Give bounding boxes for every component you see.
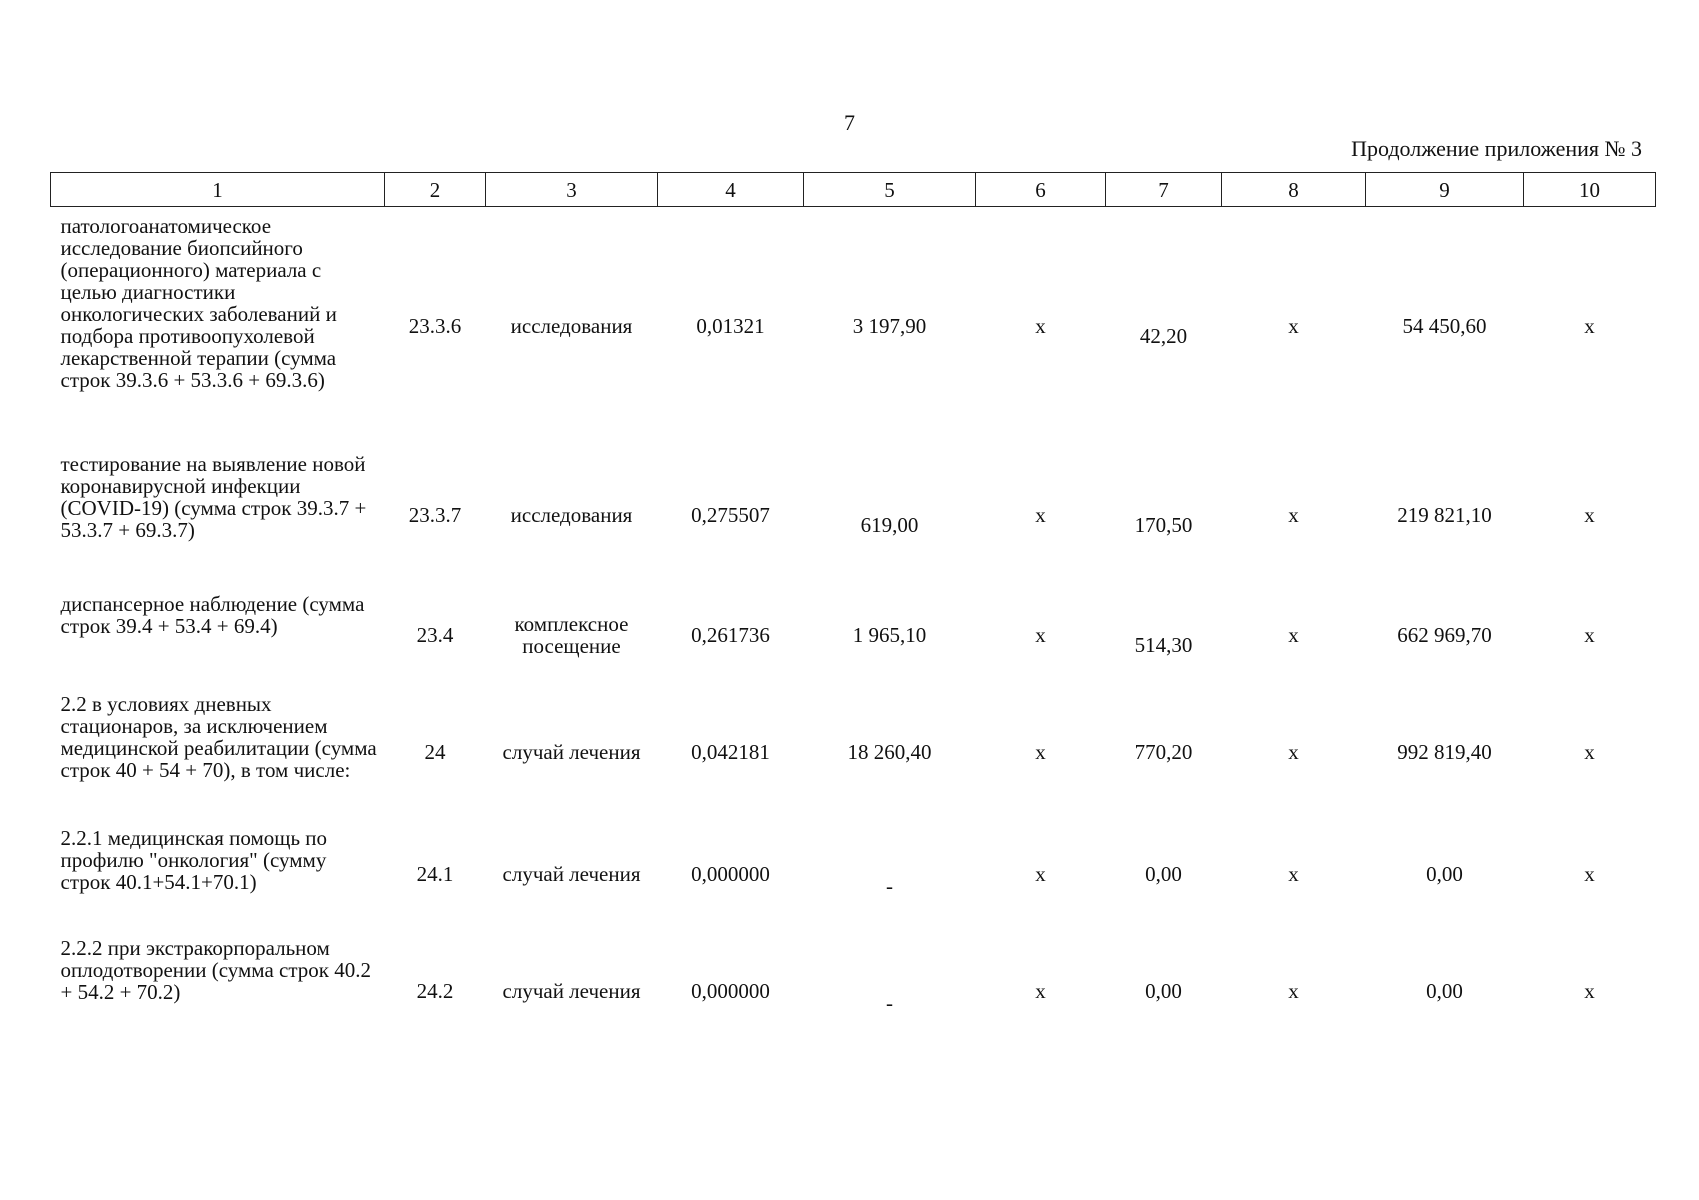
row-col5-cell: 3 197,90 — [852, 314, 927, 338]
row-col6-cell: x — [1035, 503, 1046, 527]
row-col5-value: - — [886, 991, 893, 1015]
row-col4-cell: 0,01321 — [696, 314, 765, 338]
row-code-cell: 23.3.7 — [408, 503, 462, 527]
row-col4-cell: 0,261736 — [691, 623, 770, 647]
table-row — [51, 445, 1656, 585]
row-col7-value: 514,30 — [1134, 633, 1193, 657]
header-cell-3: 3 — [486, 173, 658, 207]
row-col6-cell: x — [1035, 862, 1046, 886]
table-row — [51, 929, 1656, 1053]
row-col10-cell: x — [1584, 314, 1595, 338]
header-cell-6: 6 — [976, 173, 1106, 207]
row-unit-cell: исследования — [510, 503, 633, 527]
table-row — [51, 207, 1656, 446]
row-col6-cell: x — [1035, 623, 1046, 647]
row-col4-cell: 0,042181 — [691, 740, 770, 764]
row-name-cell: 2.2 в условиях дневных стационаров, за исключением медицинской реабилитации (сумма строк 40 + 54 + 70), в том числе: — [60, 692, 377, 782]
row-col8-cell: x — [1288, 623, 1299, 647]
appendix-continuation-label: Продолжение приложения № 3 — [1351, 136, 1642, 161]
row-col7-cell: 0,00 — [1145, 862, 1182, 886]
row-col6-cell: x — [1035, 740, 1046, 764]
row-name-cell: 2.2.2 при экстракорпоральном оплодотворении (сумма строк 40.2 + 54.2 + 70.2) — [60, 936, 371, 1004]
header-cell-8: 8 — [1222, 173, 1366, 207]
row-col7-value: 42,20 — [1139, 324, 1188, 348]
row-col5-cell — [804, 929, 976, 1053]
row-name-cell: тестирование на выявление новой коронавирусной инфекции (COVID-19) (сумма строк 39.3.7 + 53.3.7 + 69.3.7) — [60, 452, 367, 542]
row-col7-value: 170,50 — [1134, 513, 1193, 537]
row-unit-cell: комплексное посещение — [514, 612, 629, 658]
row-col10-cell: x — [1584, 623, 1595, 647]
row-col9-cell: 992 819,40 — [1397, 740, 1492, 764]
row-unit-cell: исследования — [510, 314, 633, 338]
row-code-cell: 23.4 — [416, 623, 454, 647]
header-cell-10: 10 — [1524, 173, 1656, 207]
row-col10-cell: x — [1584, 740, 1595, 764]
row-col6-cell: x — [1035, 314, 1046, 338]
row-col8-cell: x — [1288, 314, 1299, 338]
page-number: 7 — [844, 110, 855, 135]
header-cell-5: 5 — [804, 173, 976, 207]
row-code-cell: 24 — [424, 740, 446, 764]
row-code-cell: 23.3.6 — [408, 314, 462, 338]
row-col9-cell: 0,00 — [1426, 862, 1463, 886]
header-cell-1: 1 — [51, 173, 385, 207]
row-col5-cell: 18 260,40 — [847, 740, 932, 764]
row-col8-cell: x — [1288, 503, 1299, 527]
row-col8-cell: x — [1288, 862, 1299, 886]
row-col7-cell — [1106, 445, 1222, 585]
header-cell-7: 7 — [1106, 173, 1222, 207]
row-col9-cell: 219 821,10 — [1397, 503, 1492, 527]
row-col7-cell — [1106, 585, 1222, 685]
header-cell-4: 4 — [658, 173, 804, 207]
header-row — [51, 173, 1656, 207]
row-col7-cell: 0,00 — [1145, 979, 1182, 1003]
row-name-cell: патологоанатомическое исследование биопсийного (операционного) материала с целью диагностики онкологических заболеваний и подбора противоопухолевой лекарственной терапии (сумма строк 39.3.6 + 53.3.6 + 69.3.6) — [60, 214, 337, 392]
row-col5-cell — [804, 819, 976, 929]
row-name-cell: диспансерное наблюдение (сумма строк 39.4 + 53.4 + 69.4) — [60, 592, 365, 638]
row-col10-cell: x — [1584, 979, 1595, 1003]
row-col10-cell: x — [1584, 862, 1595, 886]
row-code-cell: 24.1 — [416, 862, 454, 886]
row-col5-value: - — [886, 874, 893, 898]
row-unit-cell: случай лечения — [502, 979, 641, 1003]
row-name-cell: 2.2.1 медицинская помощь по профилю "онкология" (сумму строк 40.1+54.1+70.1) — [60, 826, 328, 894]
row-col8-cell: x — [1288, 740, 1299, 764]
row-col9-cell: 0,00 — [1426, 979, 1463, 1003]
row-col6-cell: x — [1035, 979, 1046, 1003]
row-col10-cell: x — [1584, 503, 1595, 527]
row-col5-value: 619,00 — [860, 513, 919, 537]
row-col5-cell — [804, 445, 976, 585]
row-col9-cell: 662 969,70 — [1397, 623, 1492, 647]
row-code-cell: 24.2 — [416, 979, 454, 1003]
row-col9-cell: 54 450,60 — [1402, 314, 1487, 338]
row-col8-cell: x — [1288, 979, 1299, 1003]
row-col4-cell: 0,000000 — [691, 979, 770, 1003]
row-col7-cell — [1106, 207, 1222, 446]
row-col4-cell: 0,000000 — [691, 862, 770, 886]
header-cell-9: 9 — [1366, 173, 1524, 207]
table-row — [51, 585, 1656, 685]
row-unit-cell: случай лечения — [502, 862, 641, 886]
row-unit-cell: случай лечения — [502, 740, 641, 764]
table-row — [51, 819, 1656, 929]
data-table — [50, 172, 1656, 1053]
row-col4-cell: 0,275507 — [691, 503, 770, 527]
header-cell-2: 2 — [385, 173, 486, 207]
row-col5-cell: 1 965,10 — [852, 623, 927, 647]
table-row — [51, 685, 1656, 819]
row-col7-cell: 770,20 — [1134, 740, 1193, 764]
